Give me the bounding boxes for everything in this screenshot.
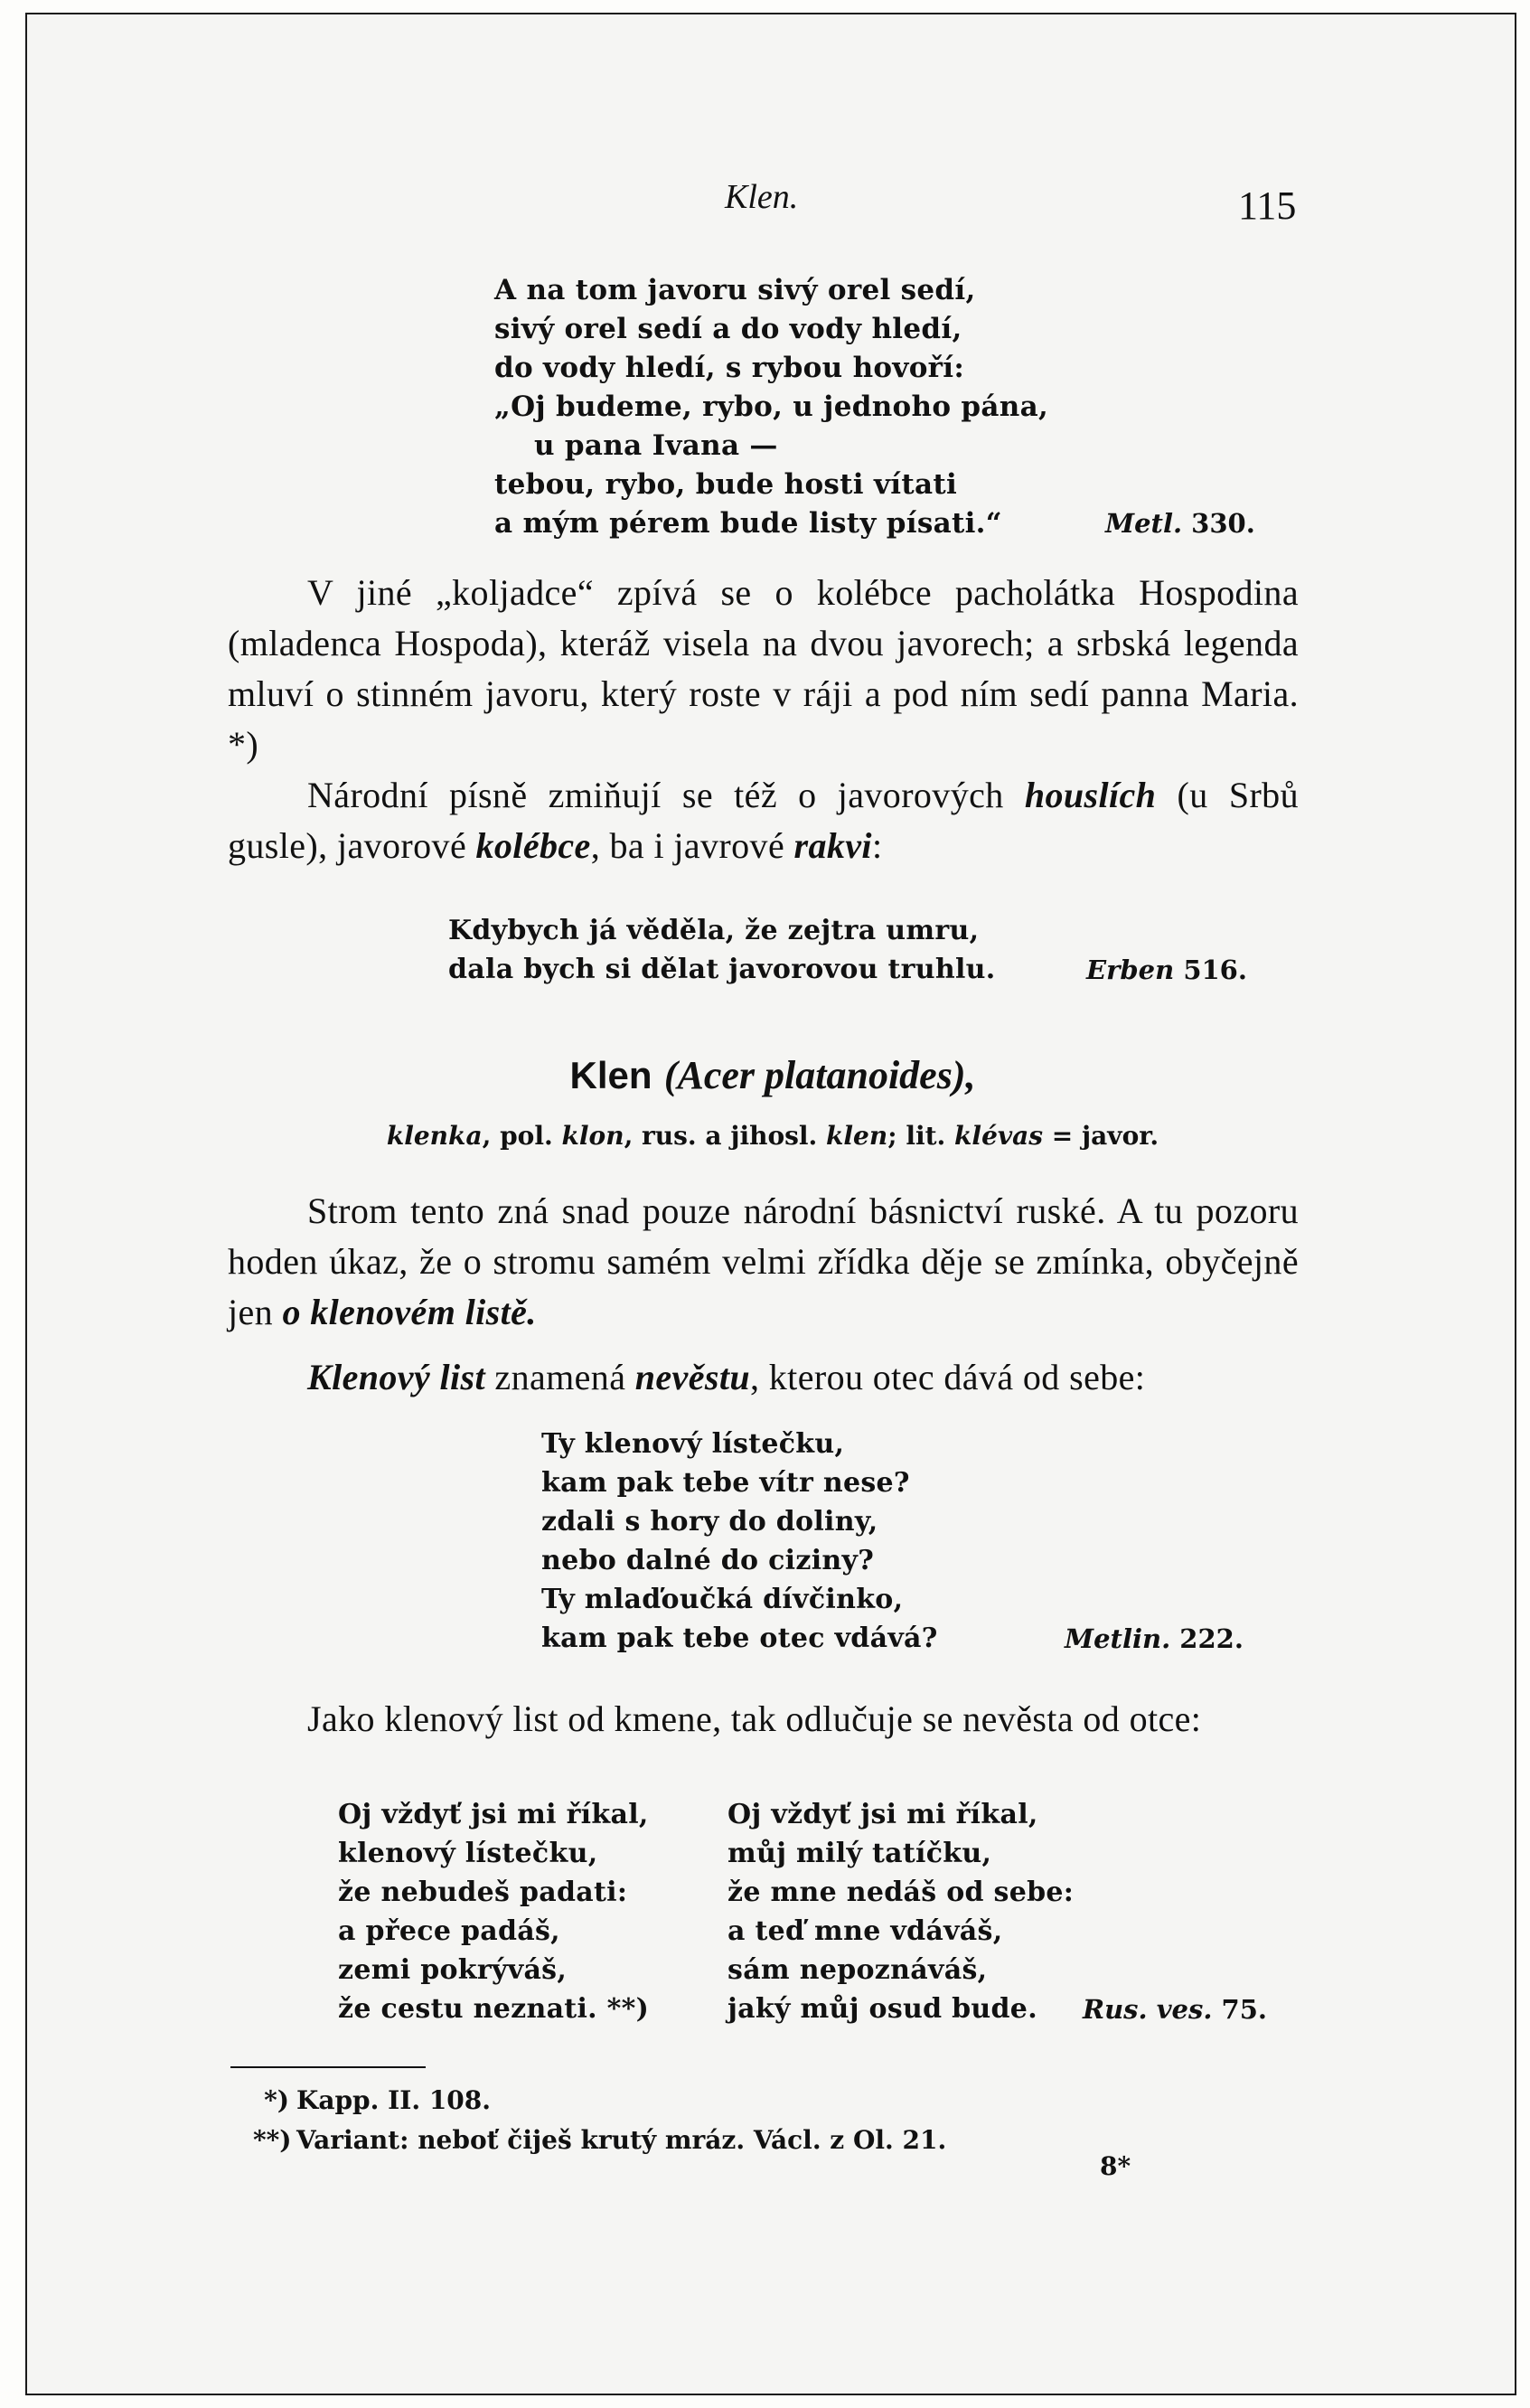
citation-work: Metl. (1105, 508, 1183, 539)
text-run: = javor. (1043, 1121, 1159, 1151)
verse-line: zdali s hory do doliny, (541, 1506, 878, 1538)
citation-work: Rus. ves. (1083, 1994, 1213, 2025)
verse-line: u pana Ivana — (534, 429, 778, 462)
heading-title: Klen (569, 1054, 652, 1096)
citation (1086, 955, 1247, 985)
verse-line: že mne nedáš od sebe: (727, 1877, 1075, 1908)
synonyms-line (27, 1121, 1518, 1151)
text-run: , kterou otec dává od sebe: (749, 1357, 1146, 1397)
citation (1105, 508, 1255, 539)
emphasis: o klenovém listě. (282, 1292, 537, 1332)
synonym: klenka (386, 1121, 483, 1151)
paragraph-2 (228, 770, 1299, 871)
heading-latin: (Acer platanoides), (663, 1053, 976, 1097)
citation-page: 516. (1183, 955, 1247, 985)
verse-line: zemi pokrýváš, (338, 1954, 568, 1986)
verse-line: že cestu neznati. **) (338, 1993, 650, 2025)
page-number: 115 (1238, 183, 1297, 228)
text-run: , pol. (482, 1121, 562, 1151)
footnote-mark: **) (253, 2125, 292, 2155)
verse-line: „Oj budeme, rybo, u jednoho pána, (494, 390, 1049, 423)
running-header: Klen. (725, 178, 799, 216)
verse-line: sám nepoznáváš, (727, 1954, 988, 1986)
verse-line: do vody hledí, s rybou hovoří: (494, 352, 965, 384)
verse-line: můj milý tatíčku, (727, 1838, 992, 1869)
synonym: klen (826, 1121, 888, 1151)
verse-line: tebou, rybo, bude hosti vítati (494, 468, 958, 501)
emphasis: houslích (1024, 775, 1157, 815)
paragraph-4 (228, 1352, 1299, 1403)
verse-line: že nebudeš padati: (338, 1877, 628, 1908)
emphasis: rakvi (793, 825, 872, 866)
paragraph-text: V jiné „koljadce“ zpívá se o kolébce pacholátka Hospodina (mladenca Hospoda), kteráž visela na dvou javorech; a srbská legenda mluví o stinném javoru, který roste v ráji a pod ním sedí panna Maria. *) (228, 572, 1299, 765)
text-run: : (871, 825, 883, 866)
verse-line: Kdybych já věděla, že zejtra umru, (448, 915, 980, 946)
paragraph-5 (228, 1694, 1299, 1745)
synonym: klon (561, 1121, 624, 1151)
footnotes (253, 2081, 946, 2160)
verse-line: A na tom javoru sivý orel sedí, (494, 274, 976, 306)
text-run: , rus. a jihosl. (624, 1121, 827, 1151)
verse-column-right (727, 1795, 1074, 2028)
footnote (253, 2121, 946, 2160)
printer-signature: 8* (1100, 2151, 1131, 2181)
verse-line: Ty klenový lístečku, (541, 1428, 845, 1460)
emphasis: Klenový list (307, 1357, 486, 1397)
verse-line: klenový lístečku, (338, 1838, 598, 1869)
verse-line: kam pak tebe vítr nese? (541, 1467, 910, 1499)
verse-line: dala bych si dělat javorovou truhlu. (448, 954, 996, 985)
footnote-text: Kapp. II. 108. (296, 2085, 492, 2115)
text-run: Strom tento zná snad pouze národní básnictví ruské. A tu pozoru hoden úkaz, že o stromu samém velmi zřídka děje se zmínka, obyčejně jen (228, 1190, 1299, 1332)
emphasis: kolébce (475, 825, 591, 866)
text-run: znamená (485, 1357, 635, 1397)
verse-column-left (338, 1795, 649, 2028)
citation (1083, 1994, 1267, 2025)
citation-page: 222. (1179, 1623, 1244, 1654)
verse-line: jaký můj osud bude. (727, 1993, 1037, 2025)
verse-line: Oj vždyť jsi mi říkal, (727, 1799, 1038, 1830)
footnote-mark: *) (264, 2085, 289, 2115)
verse-line: a přece padáš, (338, 1915, 560, 1947)
synonym: klévas (954, 1121, 1044, 1151)
footnote-text: Variant: neboť čiješ krutý mráz. Václ. z Ol. 21. (296, 2125, 947, 2155)
paragraph-3 (228, 1186, 1299, 1338)
citation-page: 330. (1191, 508, 1255, 539)
verse-block-2 (448, 911, 996, 989)
footnote (253, 2081, 946, 2121)
paragraph-text: Jako klenový list od kmene, tak odlučuje se nevěsta od otce: (307, 1698, 1202, 1739)
verse-line: nebo dalné do ciziny? (541, 1545, 875, 1576)
citation-work: Erben (1086, 955, 1175, 985)
verse-line: Oj vždyť jsi mi říkal, (338, 1799, 649, 1830)
citation (1065, 1623, 1244, 1654)
footnote-rule (230, 2066, 426, 2068)
text-run: , ba i javrové (590, 825, 794, 866)
verse-line: kam pak tebe otec vdává? (541, 1623, 938, 1654)
verse-block-1 (494, 271, 1048, 543)
citation-work: Metlin. (1065, 1623, 1171, 1654)
verse-line: a mým pérem bude listy písati.“ (494, 507, 1002, 540)
text-run: (u Srbů gusle), javorové (228, 775, 1299, 866)
verse-line: Ty mlaďoučká dívčinko, (541, 1584, 904, 1615)
verse-block-3 (541, 1425, 938, 1658)
section-heading (27, 1052, 1518, 1098)
verse-line: sivý orel sedí a do vody hledí, (494, 313, 962, 345)
emphasis: nevěstu (634, 1357, 750, 1397)
text-run: ; lit. (887, 1121, 955, 1151)
paragraph-1 (228, 568, 1299, 770)
book-page (25, 13, 1516, 2395)
verse-line: a teď mne vdáváš, (727, 1915, 1003, 1947)
citation-page: 75. (1221, 1994, 1267, 2025)
text-run: Národní písně zmiňují se též o javorových (307, 775, 1025, 815)
